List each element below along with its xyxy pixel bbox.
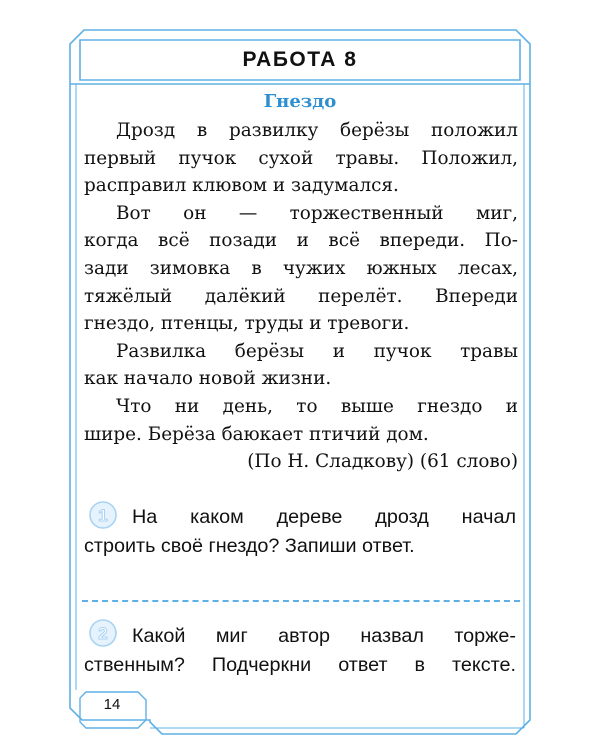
- paragraph-line: зади зимовка в чужих южных лесах,: [84, 257, 518, 279]
- page-number: 14: [103, 696, 121, 713]
- paragraph-line: Что ни день, то выше гнездо и: [116, 395, 518, 417]
- task-number-text: 1: [98, 506, 108, 525]
- task-number-text: 2: [98, 624, 108, 643]
- task-line: Какой миг автор назвал торже-: [132, 625, 516, 647]
- paragraph-line: расправил клювом и задумался.: [84, 175, 399, 197]
- paragraph-line: Вот он — торжественный миг,: [116, 202, 518, 224]
- paragraph-line: Развилка берёзы и пучок травы: [116, 340, 518, 362]
- paragraph-line: шире. Берёза баюкает птичий дом.: [84, 423, 429, 445]
- story-title: Гнездо: [263, 91, 337, 112]
- task-line: ственным? Подчеркни ответ в тексте.: [84, 653, 516, 676]
- paragraph-line: Дрозд в развилку берёзы положил: [116, 120, 518, 141]
- paragraph-line: как начало новой жизни.: [84, 368, 332, 390]
- task-2: [84, 622, 516, 680]
- paragraph-line: тяжёлый далёкий перелёт. Впереди: [84, 285, 518, 307]
- work-title: РАБОТА 8: [242, 48, 358, 71]
- task-line: строить своё гнездо? Запиши ответ.: [84, 534, 415, 557]
- story-source: (По Н. Сладкову) (61 слово): [247, 451, 518, 473]
- paragraph-line: гнездо, птенцы, труды и тревоги.: [84, 313, 410, 335]
- answer-line: [82, 600, 520, 602]
- paragraph-line: первый пучок сухой травы. Положил,: [84, 147, 518, 169]
- task-line: На каком дереве дрозд начал: [132, 506, 516, 528]
- story-text: [84, 117, 518, 476]
- task-1: [84, 503, 516, 561]
- paragraph-line: когда всё позади и всё впереди. По-: [84, 230, 518, 252]
